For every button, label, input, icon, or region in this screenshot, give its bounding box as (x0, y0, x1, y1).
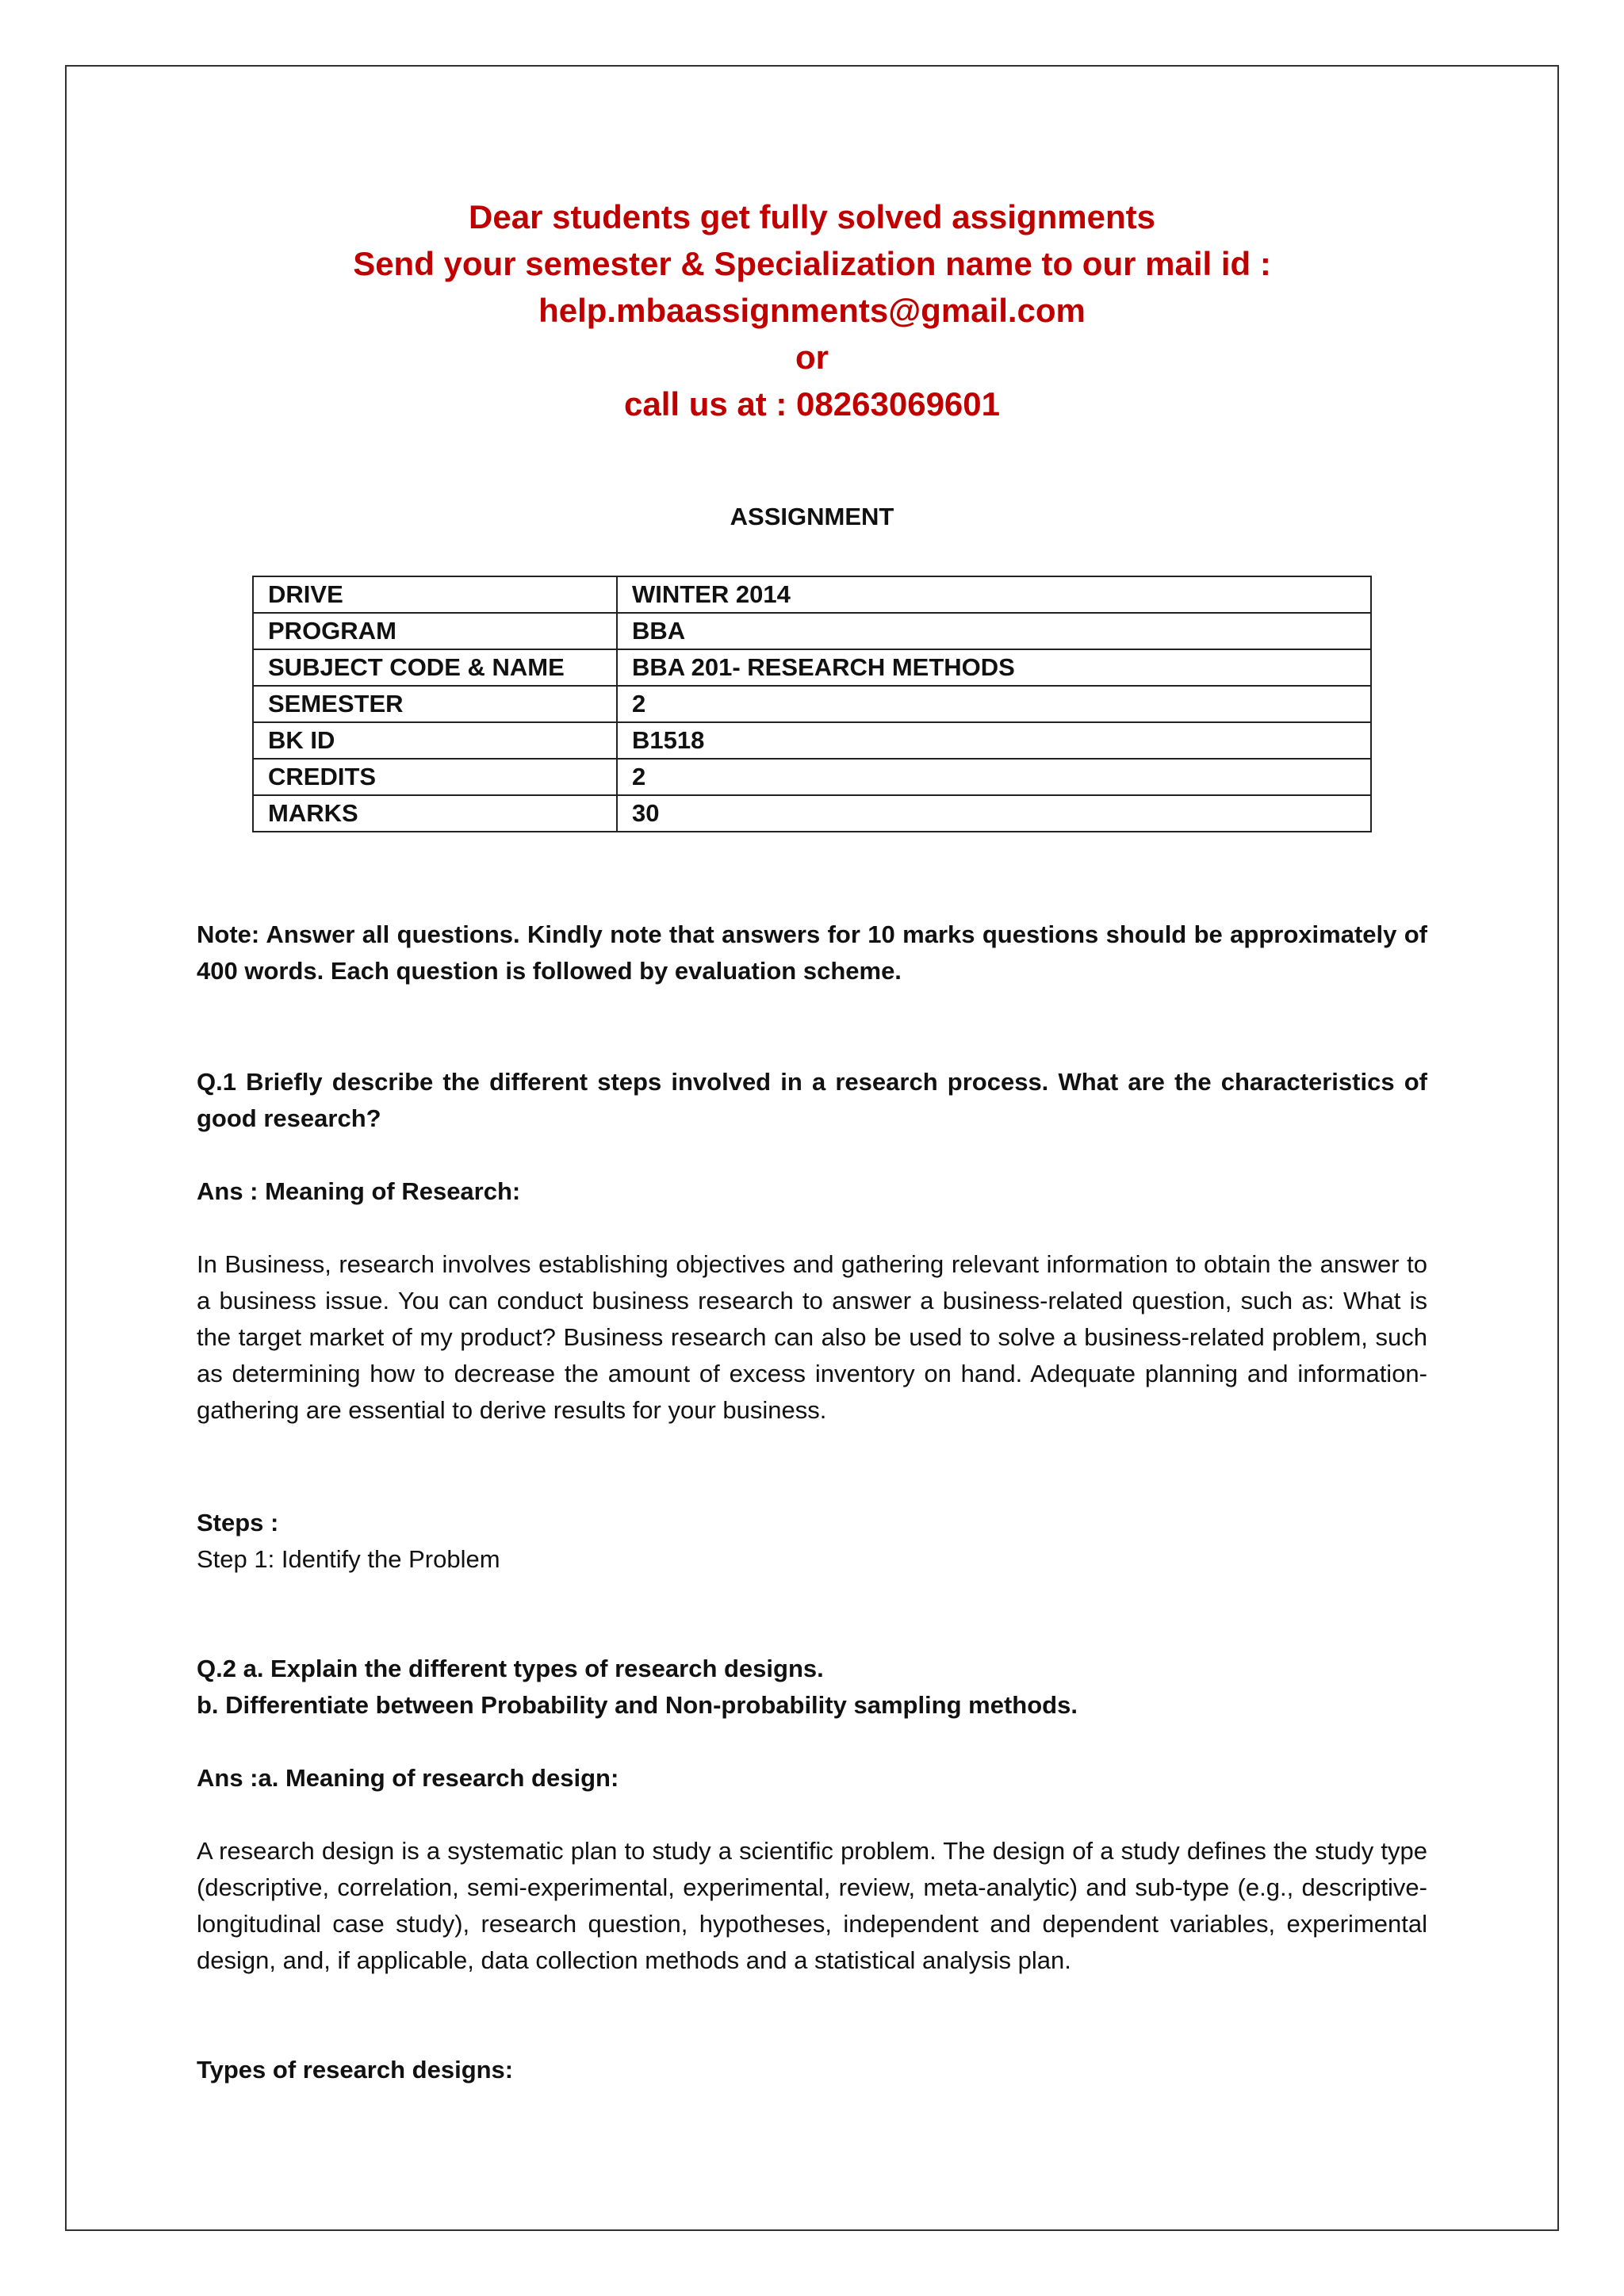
table-value: B1518 (617, 722, 1371, 759)
table-key: SEMESTER (253, 686, 617, 722)
promo-or: or (795, 339, 829, 376)
table-value: WINTER 2014 (617, 576, 1371, 613)
table-row (253, 649, 1371, 686)
step-1: Step 1: Identify the Problem (197, 1545, 500, 1573)
table-key: DRIVE (253, 576, 617, 613)
q2-question (197, 1651, 1427, 1724)
table-value: 30 (617, 795, 1371, 832)
steps-heading: Steps : (197, 1509, 279, 1536)
assignment-info-table (252, 576, 1372, 832)
promo-line-2: Send your semester & Specialization name to our mail id : (353, 245, 1271, 282)
table-value: 2 (617, 759, 1371, 795)
promo-email[interactable]: help.mbaassignments@gmail.com (538, 292, 1086, 329)
table-key: MARKS (253, 795, 617, 832)
table-row (253, 613, 1371, 649)
q1-answer-heading: Ans : Meaning of Research: (197, 1177, 521, 1205)
table-row (253, 576, 1371, 613)
table-value: BBA (617, 613, 1371, 649)
note: Note: Answer all questions. Kindly note that answers for 10 marks questions should be approximately of 400 words. Each question is followed by evaluation scheme. (197, 920, 1427, 985)
table-row (253, 686, 1371, 722)
table-row (253, 722, 1371, 759)
table-key: BK ID (253, 722, 617, 759)
table-value: 2 (617, 686, 1371, 722)
table-value: BBA 201- RESEARCH METHODS (617, 649, 1371, 686)
q2-question-b: b. Differentiate between Probability and Non-probability sampling methods. (197, 1691, 1078, 1719)
q2-question-a: Q.2 a. Explain the different types of research designs. (197, 1655, 824, 1682)
q1-paragraph: In Business, research involves establishing objectives and gathering relevant information to obtain the answer to a business issue. You can conduct business research to answer a business-related question, such as: What is the target market of my product? Business research can also be used to solve a business-related problem, such as determining how to decrease the amount of excess inventory on hand. Adequate planning and information-gathering are essential to derive results for your business. (197, 1250, 1427, 1424)
q1-steps (197, 1505, 1427, 1578)
promo-banner (0, 193, 1624, 427)
table-key: PROGRAM (253, 613, 617, 649)
table-key: SUBJECT CODE & NAME (253, 649, 617, 686)
promo-call: call us at : 08263069601 (623, 385, 1001, 423)
table-row (253, 795, 1371, 832)
promo-line-1: Dear students get fully solved assignments (469, 198, 1155, 235)
q2-answer-heading: Ans :a. Meaning of research design: (197, 1764, 619, 1792)
types-heading: Types of research designs: (197, 2056, 514, 2084)
q1-question: Q.1 Briefly describe the different steps involved in a research process. What are the characteristics of good research? (197, 1068, 1427, 1132)
table-row (253, 759, 1371, 795)
q2-paragraph: A research design is a systematic plan to study a scientific problem. The design of a study defines the study type (descriptive, correlation, semi-experimental, experimental, review, meta-analytic) and sub-type (e.g., descriptive-longitudinal case study), research question, hypotheses, independent and dependent variables, experimental design, and, if applicable, data collection methods and a statistical analysis plan. (197, 1837, 1427, 1974)
assignment-heading: ASSIGNMENT (730, 503, 894, 530)
table-key: CREDITS (253, 759, 617, 795)
